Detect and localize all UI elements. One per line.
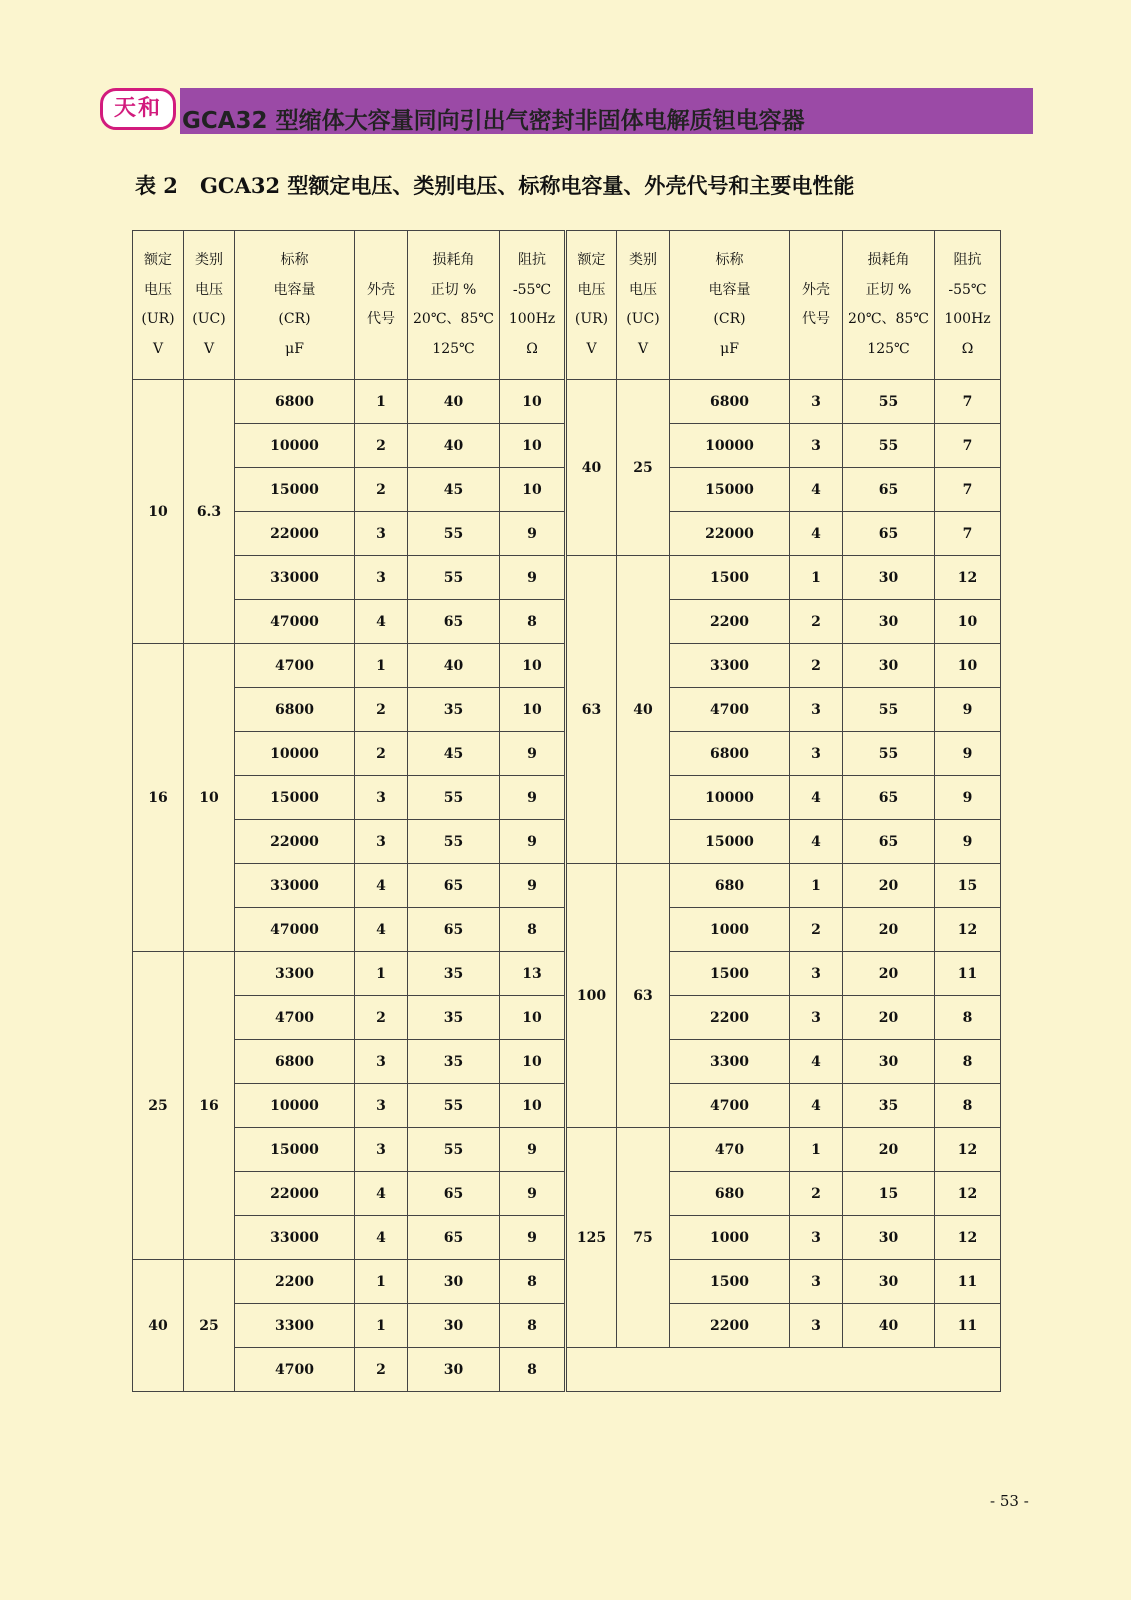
case-code-cell: 3 — [790, 1304, 843, 1348]
capacitance-cell: 1000 — [670, 908, 790, 952]
capacitance-cell: 6800 — [235, 688, 355, 732]
case-code-cell: 4 — [355, 864, 408, 908]
capacitance-cell: 4700 — [670, 688, 790, 732]
header-row — [133, 231, 1001, 380]
spec-table — [132, 230, 1001, 1392]
dissipation-cell: 40 — [408, 380, 500, 424]
rated-voltage-cell: 63 — [566, 556, 617, 864]
dissipation-cell: 55 — [843, 424, 935, 468]
dissipation-cell: 65 — [843, 468, 935, 512]
dissipation-cell: 55 — [843, 380, 935, 424]
impedance-cell: 11 — [935, 1260, 1001, 1304]
capacitance-cell: 3300 — [235, 952, 355, 996]
dissipation-cell: 65 — [408, 1172, 500, 1216]
impedance-cell: 9 — [500, 1172, 566, 1216]
case-code-cell: 3 — [355, 556, 408, 600]
case-code-cell: 1 — [355, 380, 408, 424]
capacitance-cell: 22000 — [235, 1172, 355, 1216]
header-category-voltage: 类别 电压 (UC) V — [617, 231, 670, 380]
capacitance-cell: 3300 — [235, 1304, 355, 1348]
impedance-cell: 9 — [500, 732, 566, 776]
table-title: GCA32 型额定电压、类别电压、标称电容量、外壳代号和主要电性能 — [199, 173, 855, 198]
header-case-code: 外壳 代号 — [790, 231, 843, 380]
case-code-cell: 4 — [355, 1216, 408, 1260]
capacitance-cell: 1500 — [670, 556, 790, 600]
capacitance-cell: 3300 — [670, 644, 790, 688]
capacitance-cell: 33000 — [235, 864, 355, 908]
category-voltage-cell: 16 — [184, 952, 235, 1260]
impedance-cell: 7 — [935, 468, 1001, 512]
dissipation-cell: 65 — [408, 1216, 500, 1260]
impedance-cell: 10 — [500, 644, 566, 688]
dissipation-cell: 30 — [843, 600, 935, 644]
case-code-cell: 4 — [355, 1172, 408, 1216]
case-code-cell: 2 — [790, 600, 843, 644]
header-case-code: 外壳 代号 — [355, 231, 408, 380]
impedance-cell: 12 — [935, 1128, 1001, 1172]
case-code-cell: 2 — [790, 908, 843, 952]
case-code-cell: 3 — [790, 688, 843, 732]
impedance-cell: 13 — [500, 952, 566, 996]
header-capacitance: 标称 电容量 (CR) μF — [235, 231, 355, 380]
impedance-cell: 9 — [500, 1128, 566, 1172]
case-code-cell: 1 — [790, 1128, 843, 1172]
case-code-cell: 4 — [790, 512, 843, 556]
case-code-cell: 4 — [790, 1084, 843, 1128]
rated-voltage-cell: 10 — [133, 380, 184, 644]
impedance-cell: 8 — [500, 1260, 566, 1304]
dissipation-cell: 65 — [843, 820, 935, 864]
dissipation-cell: 40 — [843, 1304, 935, 1348]
case-code-cell: 3 — [355, 776, 408, 820]
capacitance-cell: 10000 — [235, 1084, 355, 1128]
impedance-cell: 10 — [500, 688, 566, 732]
dissipation-cell: 20 — [843, 952, 935, 996]
dissipation-cell: 45 — [408, 468, 500, 512]
rated-voltage-cell: 25 — [133, 952, 184, 1260]
capacitance-cell: 6800 — [235, 380, 355, 424]
capacitance-cell: 10000 — [670, 424, 790, 468]
category-voltage-cell: 10 — [184, 644, 235, 952]
table-row — [133, 1348, 1001, 1392]
dissipation-cell: 30 — [843, 1040, 935, 1084]
dissipation-cell: 35 — [408, 688, 500, 732]
case-code-cell: 1 — [790, 864, 843, 908]
dissipation-cell: 35 — [408, 952, 500, 996]
impedance-cell: 9 — [500, 1216, 566, 1260]
table-header — [133, 231, 1001, 380]
impedance-cell: 12 — [935, 1216, 1001, 1260]
dissipation-cell: 20 — [843, 1128, 935, 1172]
category-voltage-cell: 63 — [617, 864, 670, 1128]
case-code-cell: 2 — [355, 1348, 408, 1392]
dissipation-cell: 30 — [843, 556, 935, 600]
rated-voltage-cell: 100 — [566, 864, 617, 1128]
dissipation-cell: 65 — [843, 776, 935, 820]
impedance-cell: 10 — [500, 468, 566, 512]
dissipation-cell: 30 — [843, 1216, 935, 1260]
case-code-cell: 2 — [355, 996, 408, 1040]
dissipation-cell: 55 — [408, 776, 500, 820]
category-voltage-cell: 6.3 — [184, 380, 235, 644]
table-row — [133, 864, 1001, 908]
product-title: GCA32 型缩体大容量同向引出气密封非固体电解质钽电容器 — [182, 108, 805, 134]
impedance-cell: 9 — [935, 732, 1001, 776]
capacitance-cell: 1500 — [670, 1260, 790, 1304]
table-body — [133, 380, 1001, 1392]
dissipation-cell: 65 — [408, 864, 500, 908]
case-code-cell: 3 — [790, 1216, 843, 1260]
case-code-cell: 4 — [355, 600, 408, 644]
case-code-cell: 1 — [790, 556, 843, 600]
impedance-cell: 7 — [935, 380, 1001, 424]
capacitance-cell: 10000 — [670, 776, 790, 820]
case-code-cell: 1 — [355, 1260, 408, 1304]
impedance-cell: 9 — [500, 820, 566, 864]
dissipation-cell: 40 — [408, 424, 500, 468]
capacitance-cell: 22000 — [235, 820, 355, 864]
capacitance-cell: 15000 — [235, 776, 355, 820]
impedance-cell: 8 — [935, 1084, 1001, 1128]
dissipation-cell: 65 — [408, 600, 500, 644]
impedance-cell: 12 — [935, 1172, 1001, 1216]
capacitance-cell: 22000 — [670, 512, 790, 556]
company-logo: 天和 — [100, 88, 176, 130]
page-header — [100, 86, 1033, 134]
case-code-cell: 2 — [355, 468, 408, 512]
capacitance-cell: 15000 — [235, 1128, 355, 1172]
case-code-cell: 4 — [355, 908, 408, 952]
dissipation-cell: 35 — [408, 1040, 500, 1084]
dissipation-cell: 30 — [408, 1260, 500, 1304]
impedance-cell: 10 — [500, 380, 566, 424]
dissipation-cell: 15 — [843, 1172, 935, 1216]
impedance-cell: 8 — [935, 1040, 1001, 1084]
capacitance-cell: 2200 — [670, 600, 790, 644]
capacitance-cell: 6800 — [235, 1040, 355, 1084]
header-dissipation: 损耗角 正切 % 20℃、85℃ 125℃ — [843, 231, 935, 380]
impedance-cell: 7 — [935, 424, 1001, 468]
capacitance-cell: 10000 — [235, 732, 355, 776]
case-code-cell: 3 — [790, 424, 843, 468]
impedance-cell: 9 — [935, 688, 1001, 732]
impedance-cell: 10 — [500, 424, 566, 468]
case-code-cell: 4 — [790, 820, 843, 864]
capacitance-cell: 4700 — [235, 1348, 355, 1392]
impedance-cell: 15 — [935, 864, 1001, 908]
case-code-cell: 3 — [790, 732, 843, 776]
impedance-cell: 12 — [935, 556, 1001, 600]
empty-cell — [566, 1348, 1001, 1392]
dissipation-cell: 45 — [408, 732, 500, 776]
table-row — [133, 1128, 1001, 1172]
category-voltage-cell: 25 — [617, 380, 670, 556]
impedance-cell: 8 — [500, 1348, 566, 1392]
header-impedance: 阻抗 -55℃ 100Hz Ω — [500, 231, 566, 380]
dissipation-cell: 30 — [843, 1260, 935, 1304]
capacitance-cell: 47000 — [235, 600, 355, 644]
table-row — [133, 380, 1001, 424]
table-caption — [135, 170, 854, 200]
dissipation-cell: 65 — [408, 908, 500, 952]
case-code-cell: 3 — [355, 820, 408, 864]
impedance-cell: 8 — [500, 600, 566, 644]
impedance-cell: 9 — [500, 556, 566, 600]
dissipation-cell: 65 — [843, 512, 935, 556]
dissipation-cell: 55 — [843, 688, 935, 732]
dissipation-cell: 55 — [843, 732, 935, 776]
case-code-cell: 2 — [355, 732, 408, 776]
dissipation-cell: 30 — [408, 1304, 500, 1348]
dissipation-cell: 30 — [408, 1348, 500, 1392]
impedance-cell: 9 — [500, 776, 566, 820]
dissipation-cell: 30 — [843, 644, 935, 688]
impedance-cell: 7 — [935, 512, 1001, 556]
rated-voltage-cell: 16 — [133, 644, 184, 952]
capacitance-cell: 3300 — [670, 1040, 790, 1084]
capacitance-cell: 10000 — [235, 424, 355, 468]
impedance-cell: 8 — [500, 1304, 566, 1348]
dissipation-cell: 55 — [408, 820, 500, 864]
capacitance-cell: 4700 — [235, 644, 355, 688]
capacitance-cell: 4700 — [235, 996, 355, 1040]
case-code-cell: 3 — [355, 1084, 408, 1128]
capacitance-cell: 15000 — [235, 468, 355, 512]
capacitance-cell: 15000 — [670, 468, 790, 512]
case-code-cell: 2 — [355, 424, 408, 468]
dissipation-cell: 20 — [843, 996, 935, 1040]
capacitance-cell: 33000 — [235, 556, 355, 600]
dissipation-cell: 35 — [843, 1084, 935, 1128]
case-code-cell: 3 — [355, 512, 408, 556]
impedance-cell: 8 — [500, 908, 566, 952]
capacitance-cell: 2200 — [670, 996, 790, 1040]
impedance-cell: 11 — [935, 952, 1001, 996]
category-voltage-cell: 25 — [184, 1260, 235, 1392]
case-code-cell: 3 — [790, 996, 843, 1040]
impedance-cell: 10 — [500, 996, 566, 1040]
impedance-cell: 9 — [500, 512, 566, 556]
impedance-cell: 8 — [935, 996, 1001, 1040]
dissipation-cell: 55 — [408, 512, 500, 556]
capacitance-cell: 47000 — [235, 908, 355, 952]
capacitance-cell: 2200 — [670, 1304, 790, 1348]
capacitance-cell: 1000 — [670, 1216, 790, 1260]
dissipation-cell: 20 — [843, 908, 935, 952]
case-code-cell: 3 — [790, 952, 843, 996]
case-code-cell: 1 — [355, 1304, 408, 1348]
case-code-cell: 3 — [790, 1260, 843, 1304]
impedance-cell: 12 — [935, 908, 1001, 952]
capacitance-cell: 680 — [670, 1172, 790, 1216]
capacitance-cell: 6800 — [670, 380, 790, 424]
impedance-cell: 10 — [500, 1084, 566, 1128]
header-dissipation: 损耗角 正切 % 20℃、85℃ 125℃ — [408, 231, 500, 380]
header-rated-voltage: 额定 电压 (UR) V — [566, 231, 617, 380]
case-code-cell: 1 — [355, 644, 408, 688]
capacitance-cell: 33000 — [235, 1216, 355, 1260]
title-bar — [180, 88, 1033, 134]
impedance-cell: 10 — [935, 600, 1001, 644]
page-number: - 53 - — [990, 1492, 1029, 1510]
category-voltage-cell: 40 — [617, 556, 670, 864]
impedance-cell: 10 — [500, 1040, 566, 1084]
header-impedance: 阻抗 -55℃ 100Hz Ω — [935, 231, 1001, 380]
case-code-cell: 2 — [355, 688, 408, 732]
case-code-cell: 1 — [355, 952, 408, 996]
header-rated-voltage: 额定 电压 (UR) V — [133, 231, 184, 380]
rated-voltage-cell: 125 — [566, 1128, 617, 1348]
impedance-cell: 9 — [935, 776, 1001, 820]
capacitance-cell: 680 — [670, 864, 790, 908]
capacitance-cell: 22000 — [235, 512, 355, 556]
case-code-cell: 3 — [355, 1128, 408, 1172]
case-code-cell: 4 — [790, 468, 843, 512]
capacitance-cell: 470 — [670, 1128, 790, 1172]
capacitance-cell: 6800 — [670, 732, 790, 776]
case-code-cell: 4 — [790, 776, 843, 820]
dissipation-cell: 20 — [843, 864, 935, 908]
capacitance-cell: 2200 — [235, 1260, 355, 1304]
case-code-cell: 3 — [790, 380, 843, 424]
case-code-cell: 2 — [790, 644, 843, 688]
case-code-cell: 4 — [790, 1040, 843, 1084]
rated-voltage-cell: 40 — [133, 1260, 184, 1392]
impedance-cell: 11 — [935, 1304, 1001, 1348]
header-category-voltage: 类别 电压 (UC) V — [184, 231, 235, 380]
dissipation-cell: 55 — [408, 1128, 500, 1172]
capacitance-cell: 1500 — [670, 952, 790, 996]
capacitance-cell: 4700 — [670, 1084, 790, 1128]
category-voltage-cell: 75 — [617, 1128, 670, 1348]
dissipation-cell: 55 — [408, 556, 500, 600]
impedance-cell: 9 — [935, 820, 1001, 864]
dissipation-cell: 55 — [408, 1084, 500, 1128]
capacitance-cell: 15000 — [670, 820, 790, 864]
table-number: 表 2 — [135, 173, 178, 198]
impedance-cell: 10 — [935, 644, 1001, 688]
impedance-cell: 9 — [500, 864, 566, 908]
case-code-cell: 3 — [355, 1040, 408, 1084]
dissipation-cell: 35 — [408, 996, 500, 1040]
case-code-cell: 2 — [790, 1172, 843, 1216]
header-capacitance: 标称 电容量 (CR) μF — [670, 231, 790, 380]
table-row — [133, 556, 1001, 600]
dissipation-cell: 40 — [408, 644, 500, 688]
rated-voltage-cell: 40 — [566, 380, 617, 556]
